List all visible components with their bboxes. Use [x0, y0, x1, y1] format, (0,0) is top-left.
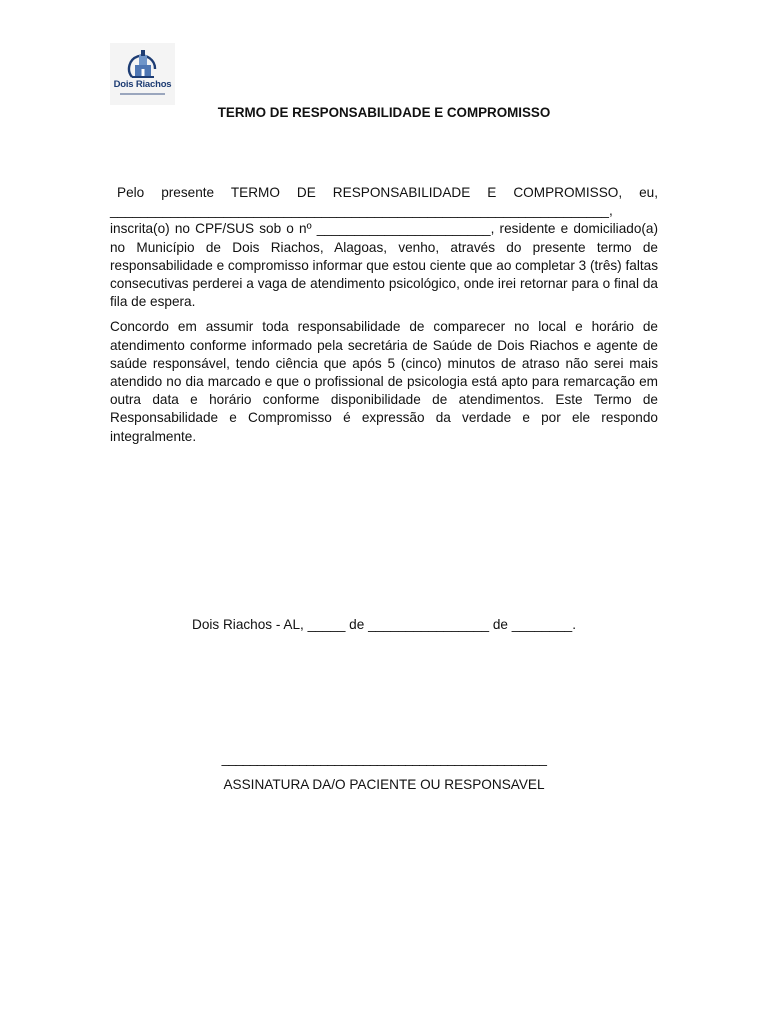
dois-riachos-logo	[110, 43, 175, 105]
logo-wordmark: Dois Riachos	[113, 79, 172, 90]
church-emblem-icon	[110, 43, 175, 83]
paragraph-opening-line: Pelo presente TERMO DE RESPONSABILIDADE E COMPROMISSO, eu,	[117, 185, 658, 200]
paragraph-identification	[110, 184, 658, 311]
logo-tagline-mark	[120, 93, 165, 95]
signature-label: ASSINATURA DA/O PACIENTE OU RESPONSAVEL	[223, 777, 545, 792]
date-place-line: Dois Riachos - AL, _____ de ________________ de ________.	[192, 617, 576, 632]
document-title: TERMO DE RESPONSABILIDADE E COMPROMISSO	[217, 105, 551, 120]
signature-line: ______________________________________________	[221, 751, 547, 766]
document-body	[110, 184, 658, 453]
paragraph-identification-text: __________________________________________________________________, inscrita(o) no CPF/SUS sob o nº _______________________, residente e domiciliado(a) no Município de Dois Riachos, Alagoas, venho, através do presente termo de responsabilidade e compromisso informar que estou ciente que ao completar 3 (três) faltas consecutivas perderei a vaga de atendimento psicológico, onde irei retornar para o final da fila de espera.	[110, 203, 658, 310]
paragraph-agreement: Concordo em assumir toda responsabilidade de comparecer no local e horário de atendimento conforme informado pela secretária de Saúde de Dois Riachos e agente de saúde responsável, tendo ciência que após 5 (cinco) minutos de atraso não serei mais atendido no dia marcado e que o profissional de psicologia está apto para remarcação em outra data e horário conforme disponibilidade de atendimentos. Este Termo de Responsabilidade e Compromisso é expressão da verdade e por ele respondo integralmente.	[110, 319, 658, 444]
